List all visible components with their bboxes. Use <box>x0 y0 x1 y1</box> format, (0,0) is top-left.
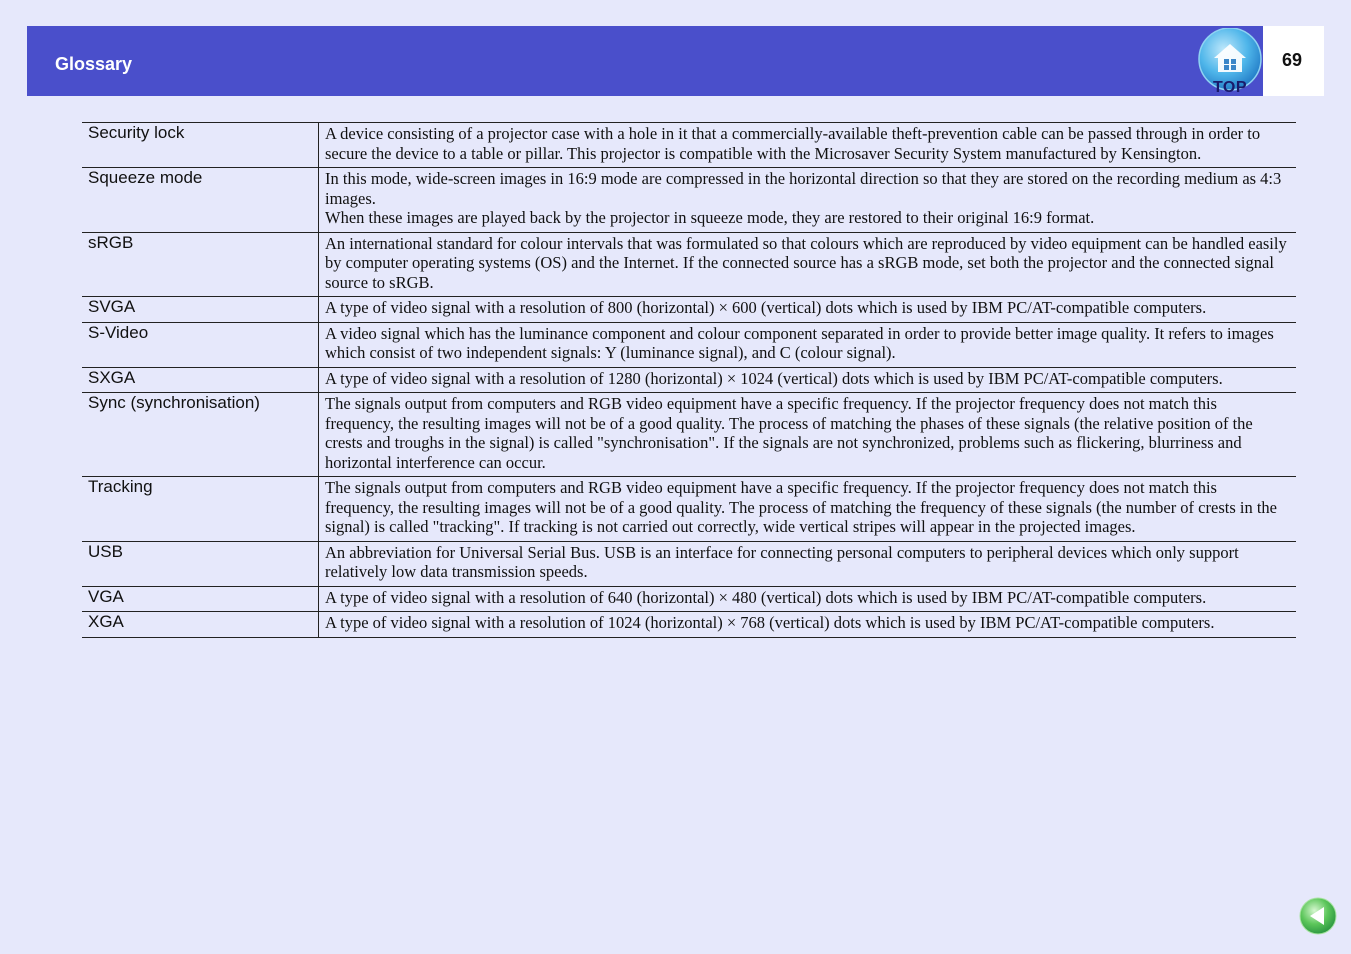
glossary-term: SXGA <box>82 367 319 393</box>
glossary-term: Squeeze mode <box>82 168 319 233</box>
glossary-definition <box>319 477 1297 542</box>
definition-paragraph: A type of video signal with a resolution of 640 (horizontal) × 480 (vertical) dots which is used by IBM PC/AT-compatible computers. <box>325 587 1207 607</box>
back-arrow-icon <box>1299 897 1337 935</box>
top-button[interactable] <box>1197 28 1263 98</box>
glossary-row <box>82 367 1296 393</box>
glossary-row <box>82 541 1296 586</box>
glossary-row <box>82 232 1296 297</box>
glossary-term: Security lock <box>82 123 319 168</box>
definition-paragraph: A video signal which has the luminance component and colour component separated in order to provide better image quality. It refers to images which consist of two independent signals: Y (luminance signal), and C (colour signal). <box>325 323 1274 362</box>
glossary-term: SVGA <box>82 297 319 323</box>
glossary-definition <box>319 322 1297 367</box>
glossary-definition <box>319 393 1297 477</box>
definition-paragraph: When these images are played back by the projector in squeeze mode, they are restored to their original 16:9 format. <box>325 208 1095 227</box>
top-label: TOP <box>1212 79 1248 96</box>
glossary-row <box>82 586 1296 612</box>
glossary-term: VGA <box>82 586 319 612</box>
glossary-definition <box>319 367 1297 393</box>
glossary-row <box>82 168 1296 233</box>
glossary-definition <box>319 612 1297 638</box>
glossary-row <box>82 322 1296 367</box>
page-header <box>27 26 1263 96</box>
page-number: 69 <box>1281 50 1303 70</box>
glossary-term: XGA <box>82 612 319 638</box>
definition-paragraph: A type of video signal with a resolution of 800 (horizontal) × 600 (vertical) dots which is used by IBM PC/AT-compatible computers. <box>325 298 1207 317</box>
glossary-table <box>82 122 1296 638</box>
definition-paragraph: A device consisting of a projector case with a hole in it that a commercially-available theft-prevention cable can be passed through in order to secure the device to a table or pillar. This projector is compatible with the Microsaver Security System manufactured by Kensington. <box>325 124 1261 163</box>
definition-paragraph: The signals output from computers and RGB video equipment have a specific frequency. If the projector frequency does not match this frequency, the resulting images will not be of a good quality. The process of matching the frequency of these signals (the number of crests in the signal) is called "tracking". If tracking is not carried out correctly, wide vertical stripes will appear in the projected images. <box>325 478 1277 536</box>
definition-paragraph: In this mode, wide-screen images in 16:9 mode are compressed in the horizontal direction so that they are stored on the recording medium as 4:3 images. <box>325 169 1282 208</box>
glossary-definition <box>319 541 1297 586</box>
page-title: Glossary <box>55 54 133 74</box>
glossary-definition <box>319 168 1297 233</box>
glossary-definition <box>319 586 1297 612</box>
glossary-row <box>82 297 1296 323</box>
definition-paragraph: The signals output from computers and RGB video equipment have a specific frequency. If the projector frequency does not match this frequency, the resulting images will not be of a good quality. The process of matching the phases of these signals (the relative position of the crests and troughs in the signal) is called "synchronisation". If the signals are not synchronized, problems such as flickering, blurriness and horizontal interference can occur. <box>325 394 1253 472</box>
glossary-term: sRGB <box>82 232 319 297</box>
glossary-definition <box>319 297 1297 323</box>
definition-paragraph: A type of video signal with a resolution of 1024 (horizontal) × 768 (vertical) dots which is used by IBM PC/AT-compatible computers. <box>325 613 1215 632</box>
glossary-term: Sync (synchronisation) <box>82 393 319 477</box>
glossary-definition <box>319 123 1297 168</box>
page-number-box <box>1263 26 1324 96</box>
definition-paragraph: An international standard for colour intervals that was formulated so that colours which are reproduced by video equipment can be handled easily by computer operating systems (OS) and the Internet. If the connected source has a sRGB mode, set both the projector and the connected signal source to sRGB. <box>325 233 1287 292</box>
glossary-row <box>82 123 1296 168</box>
glossary-term: USB <box>82 541 319 586</box>
glossary-term: S-Video <box>82 322 319 367</box>
glossary-row <box>82 477 1296 542</box>
definition-paragraph: A type of video signal with a resolution of 1280 (horizontal) × 1024 (vertical) dots which is used by IBM PC/AT-compatible computers. <box>325 368 1223 388</box>
glossary-definition <box>319 232 1297 297</box>
glossary-term: Tracking <box>82 477 319 542</box>
glossary-row <box>82 393 1296 477</box>
definition-paragraph: An abbreviation for Universal Serial Bus. USB is an interface for connecting personal computers to peripheral devices which only support relatively low data transmission speeds. <box>325 542 1239 581</box>
back-button[interactable] <box>1299 897 1337 935</box>
glossary-row <box>82 612 1296 638</box>
